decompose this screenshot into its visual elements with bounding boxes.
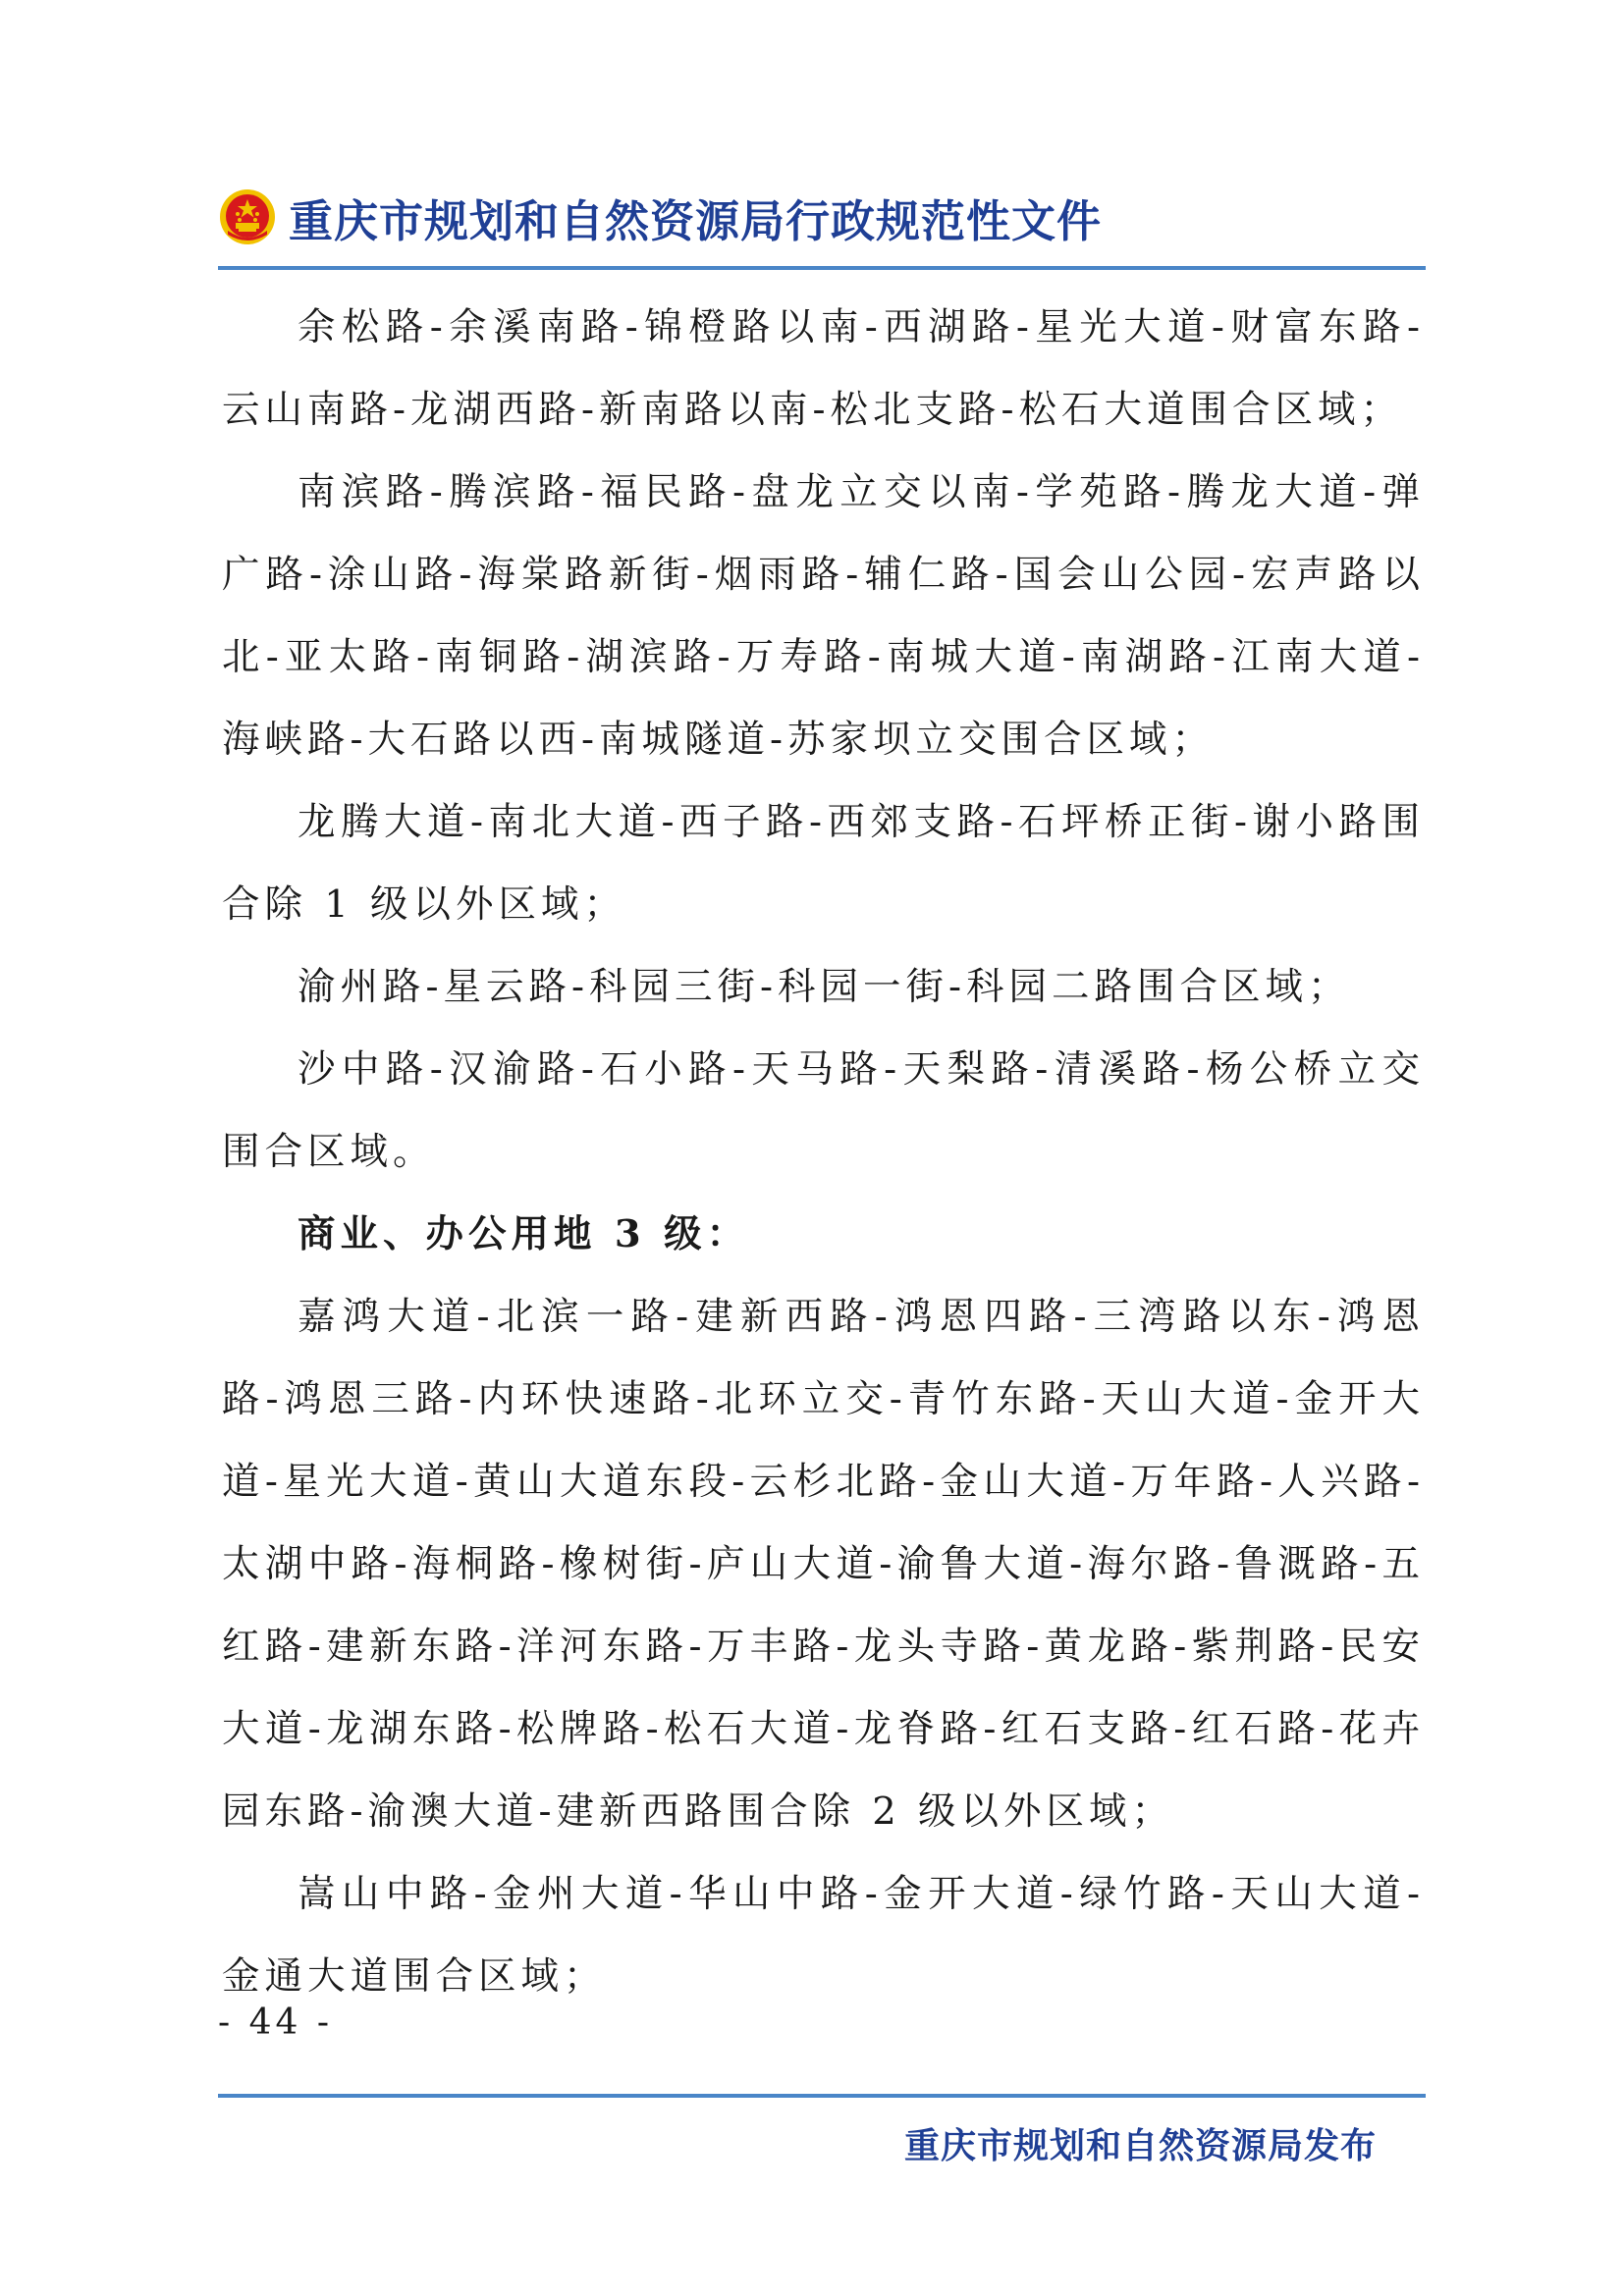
paragraph: 余松路-余溪南路-锦橙路以南-西湖路-星光大道-财富东路-云山南路-龙湖西路-新南路以南-松北支路-松石大道围合区域； bbox=[222, 305, 1425, 432]
document-body bbox=[222, 287, 1425, 2018]
paragraph: 渝州路-星云路-科园三街-科园一街-科园二路围合区域； bbox=[298, 965, 1351, 1009]
paragraph: 嘉鸿大道-北滨一路-建新西路-鸿恩四路-三湾路以东-鸿恩路-鸿恩三路-内环快速路-北环立交-青竹东路-天山大道-金开大道-星光大道-黄山大道东段-云杉北路-金山大道-万年路-人兴路-太湖中路-海桐路-橡树街-庐山大道-渝鲁大道-海尔路-鲁溉路-五红路-建新东路-洋河东路-万丰路-龙头寺路-黄龙路-紫荆路-民安大道-龙湖东路-松牌路-松石大道-龙脊路-红石支路-红石路-花卉园东路-渝澳大道-建新西路围合除 2 级以外区域； bbox=[222, 1295, 1425, 1834]
document-header bbox=[218, 183, 1426, 251]
paragraph: 龙腾大道-南北大道-西子路-西郊支路-石坪桥正街-谢小路围合除 1 级以外区域； bbox=[222, 800, 1425, 927]
section-heading: 商业、办公用地 3 级： bbox=[298, 1212, 750, 1256]
paragraph: 沙中路-汉渝路-石小路-天马路-天梨路-清溪路-杨公桥立交围合区域。 bbox=[222, 1047, 1425, 1174]
page-number: - 44 - bbox=[218, 2002, 334, 2043]
footer-publisher: 重庆市规划和自然资源局发布 bbox=[903, 2126, 1377, 2166]
paragraph: 南滨路-腾滨路-福民路-盘龙立交以南-学苑路-腾龙大道-弹广路-涂山路-海棠路新街-烟雨路-辅仁路-国会山公园-宏声路以北-亚太路-南铜路-湖滨路-万寿路-南城大道-南湖路-江南大道-海峡路-大石路以西-南城隧道-苏家坝立交围合区域； bbox=[222, 470, 1425, 762]
footer-divider bbox=[218, 2094, 1426, 2098]
national-emblem-icon bbox=[218, 187, 277, 246]
header-divider bbox=[218, 266, 1426, 270]
paragraph: 嵩山中路-金州大道-华山中路-金开大道-绿竹路-天山大道-金通大道围合区域； bbox=[222, 1872, 1425, 1999]
header-title: 重庆市规划和自然资源局行政规范性文件 bbox=[289, 194, 1103, 247]
